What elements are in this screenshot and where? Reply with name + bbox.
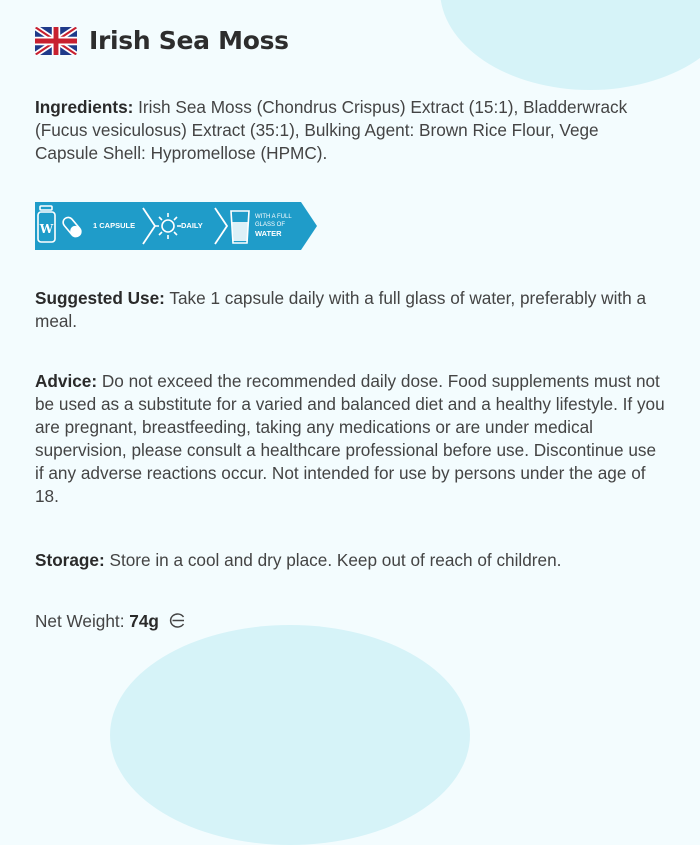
ingredients-text: Irish Sea Moss (Chondrus Crispus) Extract (15:1), Bladderwrack (Fucus vesiculosus) Extract (35:1), Bulking Agent: Brown Rice Flour, Vege Capsule Shell: Hypromellose (HPMC). — [35, 97, 628, 163]
storage-label: Storage: — [35, 550, 105, 570]
suggested-use-text: Take 1 capsule daily with a full glass of water, preferably with a meal. — [35, 288, 647, 331]
dose-daily-label: DAILY — [181, 221, 203, 230]
uk-flag-icon — [35, 27, 77, 55]
product-header — [35, 26, 289, 55]
page-title: Irish Sea Moss — [89, 26, 289, 55]
dosage-banner — [35, 202, 317, 250]
net-weight-label: Net Weight: — [35, 611, 125, 631]
ingredients-label: Ingredients: — [35, 97, 134, 117]
storage-text: Store in a cool and dry place. Keep out of reach of children. — [109, 550, 562, 570]
advice-text: Do not exceed the recommended daily dose. Food supplements must not be used as a substitute for a varied and balanced diet and a healthy lifestyle. If you are pregnant, breastfeeding, taking any medications or are under medical supervision, please consult a healthcare professional before use. Discontinue use if any adverse reactions occur. Not intended for use by persons under the age of 18. — [35, 371, 665, 506]
net-weight-value: 74g — [129, 611, 159, 631]
dose-capsule-label: 1 CAPSULE — [93, 221, 136, 230]
dose-water-line2: GLASS OF — [255, 222, 286, 228]
advice-label: Advice: — [35, 371, 98, 391]
background-circle-bottom — [110, 625, 470, 845]
suggested-use-section — [35, 287, 665, 333]
svg-text:W: W — [39, 222, 54, 236]
background-circle-top — [440, 0, 700, 90]
e-mark-icon — [168, 612, 188, 629]
dose-water-line3: WATER — [255, 229, 282, 238]
ingredients-section — [35, 96, 665, 165]
suggested-use-label: Suggested Use: — [35, 288, 165, 308]
advice-section — [35, 370, 665, 508]
dose-water-line1: WITH A FULL — [255, 214, 292, 220]
storage-section — [35, 549, 665, 572]
net-weight-section — [35, 610, 665, 633]
